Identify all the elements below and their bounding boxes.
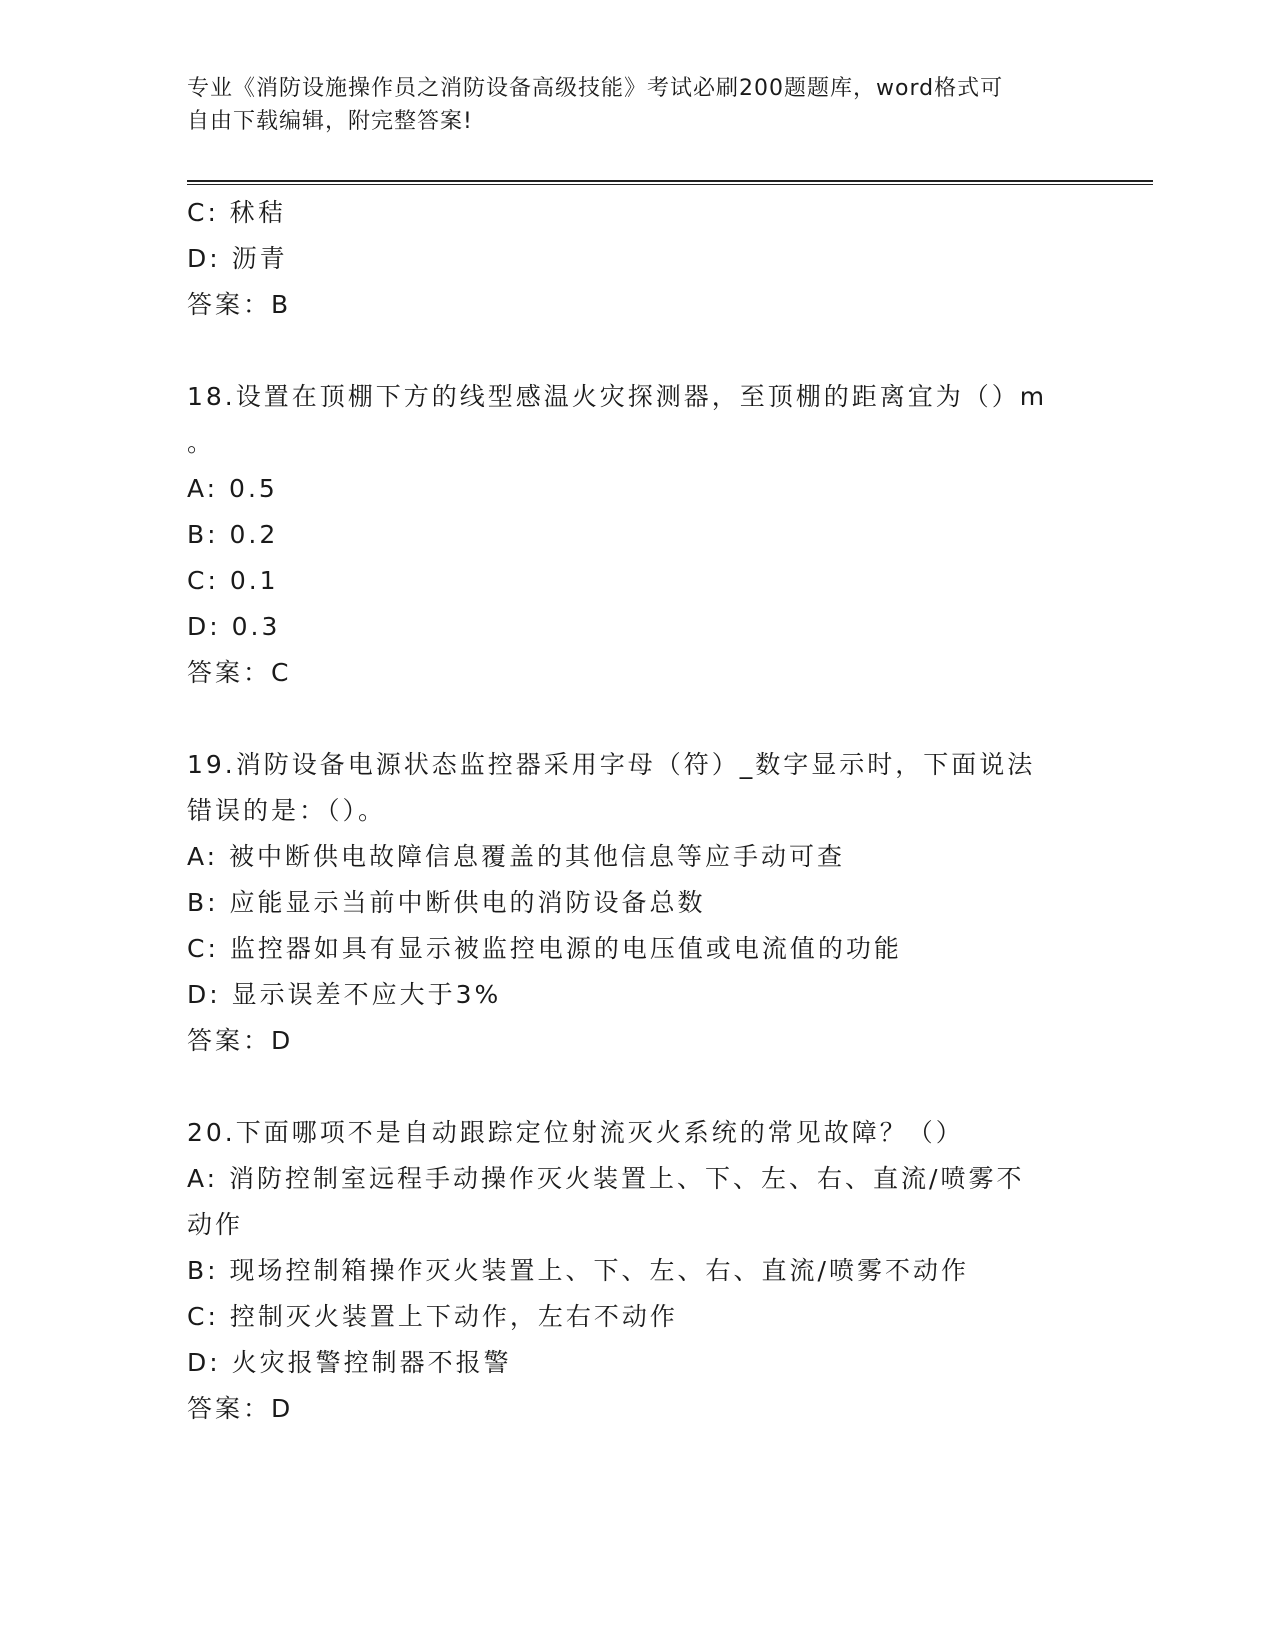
option-c: C: 0.1 <box>187 566 279 595</box>
question-20 <box>187 1110 1067 1432</box>
option-d: D: 火灾报警控制器不报警 <box>187 1348 512 1377</box>
header-title-line-1: 专业《消防设施操作员之消防设备高级技能》考试必刷200题题库，word格式可 <box>187 76 1004 101</box>
spacer <box>187 1064 1067 1110</box>
prev-question-block <box>187 190 1067 328</box>
option-d: D: 0.3 <box>187 612 281 641</box>
question-18 <box>187 374 1067 696</box>
option-b: B: 0.2 <box>187 520 279 549</box>
answer-line: 答案：D <box>187 1026 294 1055</box>
option-c: C: 控制灭火装置上下动作，左右不动作 <box>187 1302 678 1331</box>
option-a: A: 0.5 <box>187 474 278 503</box>
answer-line: 答案：D <box>187 1394 294 1423</box>
question-stem: 19.消防设备电源状态监控器采用字母（符）_数字显示时，下面说法 <box>187 750 1036 779</box>
option-d: D: 沥青 <box>187 244 288 273</box>
spacer <box>187 696 1067 742</box>
question-stem-continued: 错误的是：（）。 <box>187 796 387 825</box>
option-a-continued: 动作 <box>187 1210 244 1239</box>
header-title-line-2: 自由下载编辑，附完整答案! <box>187 109 473 134</box>
option-b: B: 应能显示当前中断供电的消防设备总数 <box>187 888 706 917</box>
document-header <box>187 72 1067 138</box>
option-a: A: 消防控制室远程手动操作灭火装置上、下、左、右、直流/喷雾不 <box>187 1164 1025 1193</box>
question-19 <box>187 742 1067 1064</box>
question-stem-continued: 。 <box>187 428 216 457</box>
question-list <box>187 190 1067 1432</box>
option-b: B: 现场控制箱操作灭火装置上、下、左、右、直流/喷雾不动作 <box>187 1256 969 1285</box>
spacer <box>187 328 1067 374</box>
option-c: C: 秫秸 <box>187 198 286 227</box>
option-c: C: 监控器如具有显示被监控电源的电压值或电流值的功能 <box>187 934 902 963</box>
question-stem: 20.下面哪项不是自动跟踪定位射流灭火系统的常见故障？（） <box>187 1118 964 1147</box>
answer-line: 答案：C <box>187 658 292 687</box>
option-d: D: 显示误差不应大于3% <box>187 980 502 1009</box>
option-a: A: 被中断供电故障信息覆盖的其他信息等应手动可查 <box>187 842 846 871</box>
question-stem: 18.设置在顶棚下方的线型感温火灾探测器，至顶棚的距离宜为（）m <box>187 382 1048 411</box>
header-divider <box>187 180 1153 185</box>
answer-line: 答案：B <box>187 290 292 319</box>
